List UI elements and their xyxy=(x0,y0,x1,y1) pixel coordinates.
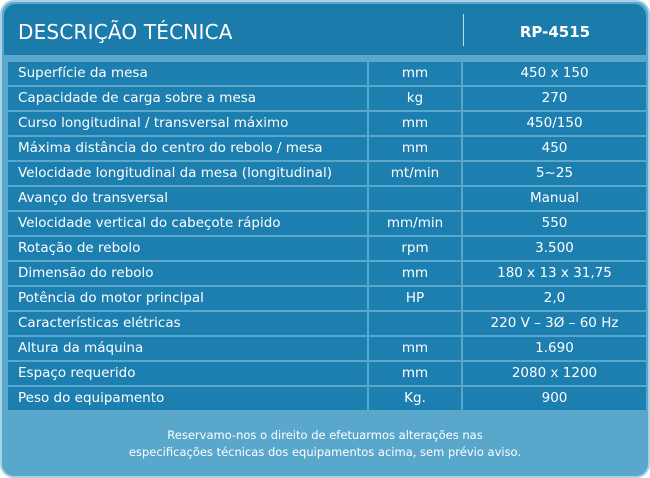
disclaimer xyxy=(2,427,648,461)
row-value: 180 x 13 x 31,75 xyxy=(463,262,646,285)
spec-table xyxy=(8,62,646,412)
row-unit: mm xyxy=(369,337,461,360)
table-row xyxy=(8,162,646,185)
row-value: 900 xyxy=(463,387,646,410)
row-value: Manual xyxy=(463,187,646,210)
row-value: 450 x 150 xyxy=(463,62,646,85)
row-value: 1.690 xyxy=(463,337,646,360)
disclaimer-line-2: especificações técnicas dos equipamentos acima, sem prévio aviso. xyxy=(128,445,522,459)
spec-header xyxy=(4,4,646,55)
row-unit: mm xyxy=(369,62,461,85)
table-row xyxy=(8,262,646,285)
table-row xyxy=(8,87,646,110)
row-label: Máxima distância do centro do rebolo / mesa xyxy=(8,137,367,160)
disclaimer-line-1: Reservamo-nos o direito de efetuarmos alterações nas xyxy=(167,428,483,442)
spec-title: DESCRIÇÃO TÉCNICA xyxy=(18,20,233,44)
row-label: Peso do equipamento xyxy=(8,387,367,410)
row-value: 450/150 xyxy=(463,112,646,135)
table-row xyxy=(8,362,646,385)
row-unit: mm/min xyxy=(369,212,461,235)
table-row xyxy=(8,387,646,410)
table-row xyxy=(8,187,646,210)
row-value: 220 V – 3Ø – 60 Hz xyxy=(463,312,646,335)
row-unit: mt/min xyxy=(369,162,461,185)
row-unit: rpm xyxy=(369,237,461,260)
row-label: Capacidade de carga sobre a mesa xyxy=(8,87,367,110)
row-unit: HP xyxy=(369,287,461,310)
row-value: 450 xyxy=(463,137,646,160)
row-value: 550 xyxy=(463,212,646,235)
row-unit: mm xyxy=(369,262,461,285)
row-unit: kg xyxy=(369,87,461,110)
row-label: Curso longitudinal / transversal máximo xyxy=(8,112,367,135)
row-unit: mm xyxy=(369,137,461,160)
row-label: Altura da máquina xyxy=(8,337,367,360)
row-unit: Kg. xyxy=(369,387,461,410)
table-row xyxy=(8,212,646,235)
row-unit: mm xyxy=(369,362,461,385)
row-unit xyxy=(369,187,461,210)
table-row xyxy=(8,312,646,335)
row-label: Potência do motor principal xyxy=(8,287,367,310)
row-label: Dimensão do rebolo xyxy=(8,262,367,285)
row-label: Espaço requerido xyxy=(8,362,367,385)
table-row xyxy=(8,237,646,260)
row-label: Rotação de rebolo xyxy=(8,237,367,260)
row-label: Velocidade longitudinal da mesa (longitudinal) xyxy=(8,162,367,185)
row-value: 3.500 xyxy=(463,237,646,260)
row-unit xyxy=(369,312,461,335)
row-label: Superfície da mesa xyxy=(8,62,367,85)
table-row xyxy=(8,337,646,360)
row-unit: mm xyxy=(369,112,461,135)
row-value: 2080 x 1200 xyxy=(463,362,646,385)
table-row xyxy=(8,62,646,85)
row-label: Avanço do transversal xyxy=(8,187,367,210)
row-label: Velocidade vertical do cabeçote rápido xyxy=(8,212,367,235)
row-label: Características elétricas xyxy=(8,312,367,335)
row-value: 5~25 xyxy=(463,162,646,185)
row-value: 2,0 xyxy=(463,287,646,310)
table-row xyxy=(8,287,646,310)
row-value: 270 xyxy=(463,87,646,110)
model-name: RP-4515 xyxy=(519,23,591,41)
table-row xyxy=(8,137,646,160)
table-row xyxy=(8,112,646,135)
